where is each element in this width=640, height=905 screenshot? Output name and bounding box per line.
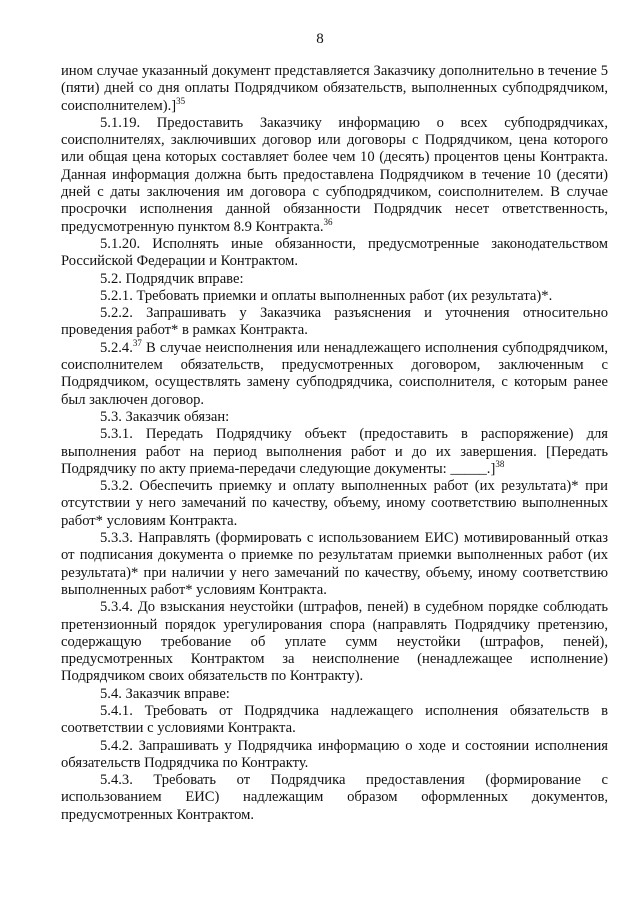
paragraph-text: 5.4.3. Требовать от Подрядчика предоставления (формирование с использованием ЕИС) надлежащим образом оформленных документов, предусмотренных Контрактом. xyxy=(61,772,608,823)
paragraph-text: 5.2.1. Требовать приемки и оплаты выполненных работ (их результата)*. xyxy=(100,287,553,304)
heading-5-3 xyxy=(61,409,608,426)
footnote-ref: 37 xyxy=(132,337,142,348)
paragraph-continuation xyxy=(61,63,608,115)
paragraph-5-2-2 xyxy=(61,305,608,340)
paragraph-text: 5.4. Заказчик вправе: xyxy=(100,685,230,702)
paragraph-text: В случае неисполнения или ненадлежащего исполнения субподрядчиком, соисполнителем обязательств, предусмотренных договором, заключенным с Подрядчиком, осуществлять замену субподрядчика, соисполнителя, с которым ранее был заключен договор. xyxy=(61,339,608,408)
document-body xyxy=(61,63,608,824)
paragraph-5-4-3 xyxy=(61,772,608,824)
paragraph-text: 5.3.4. До взыскания неустойки (штрафов, пеней) в судебном порядке соблюдать претензионный порядок урегулирования спора (направлять Подрядчику претензию, содержащую требование об уплате сумм неустойки (штрафов, пеней), предусмотренных Контрактом за неисполнение (ненадлежащее исполнение) Подрядчиком своих обязательств по Контракту). xyxy=(61,599,608,685)
paragraph-text: 5.3. Заказчик обязан: xyxy=(100,408,230,425)
paragraph-text: 5.3.1. Передать Подрядчику объект (предоставить в распоряжение) для выполнения работ на период выполнения работ и до их завершения. [Передать Подрядчику по акту приема-передачи следующие документы: _____.] xyxy=(61,426,608,477)
heading-5-2 xyxy=(61,271,608,288)
heading-5-4 xyxy=(61,686,608,703)
paragraph-text: 5.1.20. Исполнять иные обязанности, предусмотренные законодательством Российской Федерации и Контрактом. xyxy=(61,235,608,270)
paragraph-5-1-20 xyxy=(61,236,608,271)
paragraph-5-3-2 xyxy=(61,478,608,530)
paragraph-text: 5.4.2. Запрашивать у Подрядчика информацию о ходе и состоянии исполнения обязательств Подрядчика по Контракту. xyxy=(61,737,608,771)
paragraph-text: 5.1.19. Предоставить Заказчику информацию о всех субподрядчиках, соисполнителях, заключивших договор или договоры с Подрядчиком, цена которого или общая цена которых составляет более чем 10 (десять) процентов цены Контракта. Данная информация должна быть предоставлена Подрядчиком в течение 10 (десяти) дней с даты заключения им договора с субподрядчиком, соисполнителем. В случае просрочки исполнения данной обязанности Подрядчик несет ответственность, предусмотренную пунктом 8.9 Контракта. xyxy=(61,114,608,235)
footnote-ref: 35 xyxy=(176,95,186,106)
paragraph-text: 5.2.2. Запрашивать у Заказчика разъяснения и уточнения относительно проведения работ* в рамках Контракта. xyxy=(61,305,608,339)
paragraph-5-1-19 xyxy=(61,115,608,236)
footnote-ref: 38 xyxy=(495,458,505,469)
paragraph-5-3-3 xyxy=(61,530,608,599)
paragraph-text: ином случае указанный документ представляется Заказчику дополнительно в течение 5 (пяти) дней со дня оплаты Подрядчиком обязательств, выполненных субподрядчиком, соисполнителем).] xyxy=(61,63,608,114)
paragraph-text: 5.2. Подрядчик вправе: xyxy=(100,270,244,287)
paragraph-text: 5.3.3. Направлять (формировать с использованием ЕИС) мотивированный отказ от подписания документа о приемке по результатам приемки выполненных работ (их результата)* при наличии у него замечаний по качеству, объему, иному соответствию выполненных работ* условиям Контракта. xyxy=(61,530,608,598)
paragraph-5-4-1 xyxy=(61,703,608,738)
paragraph-text: 5.4.1. Требовать от Подрядчика надлежащего исполнения обязательств в соответствии с условиями Контракта. xyxy=(61,702,608,737)
paragraph-5-4-2 xyxy=(61,738,608,773)
paragraph-5-3-1 xyxy=(61,426,608,478)
paragraph-5-3-4 xyxy=(61,599,608,685)
footnote-ref: 36 xyxy=(323,216,333,227)
paragraph-text: 5.3.2. Обеспечить приемку и оплату выполненных работ (их результата)* при отсутствии у него замечаний по качеству, объему, иному соответствию выполненных работ* условиям Контракта. xyxy=(61,478,608,529)
page-number: 8 xyxy=(316,31,324,47)
paragraph-5-2-4 xyxy=(61,337,608,409)
paragraph-5-2-1 xyxy=(61,288,608,305)
paragraph-number: 5.2.4. xyxy=(100,339,133,356)
